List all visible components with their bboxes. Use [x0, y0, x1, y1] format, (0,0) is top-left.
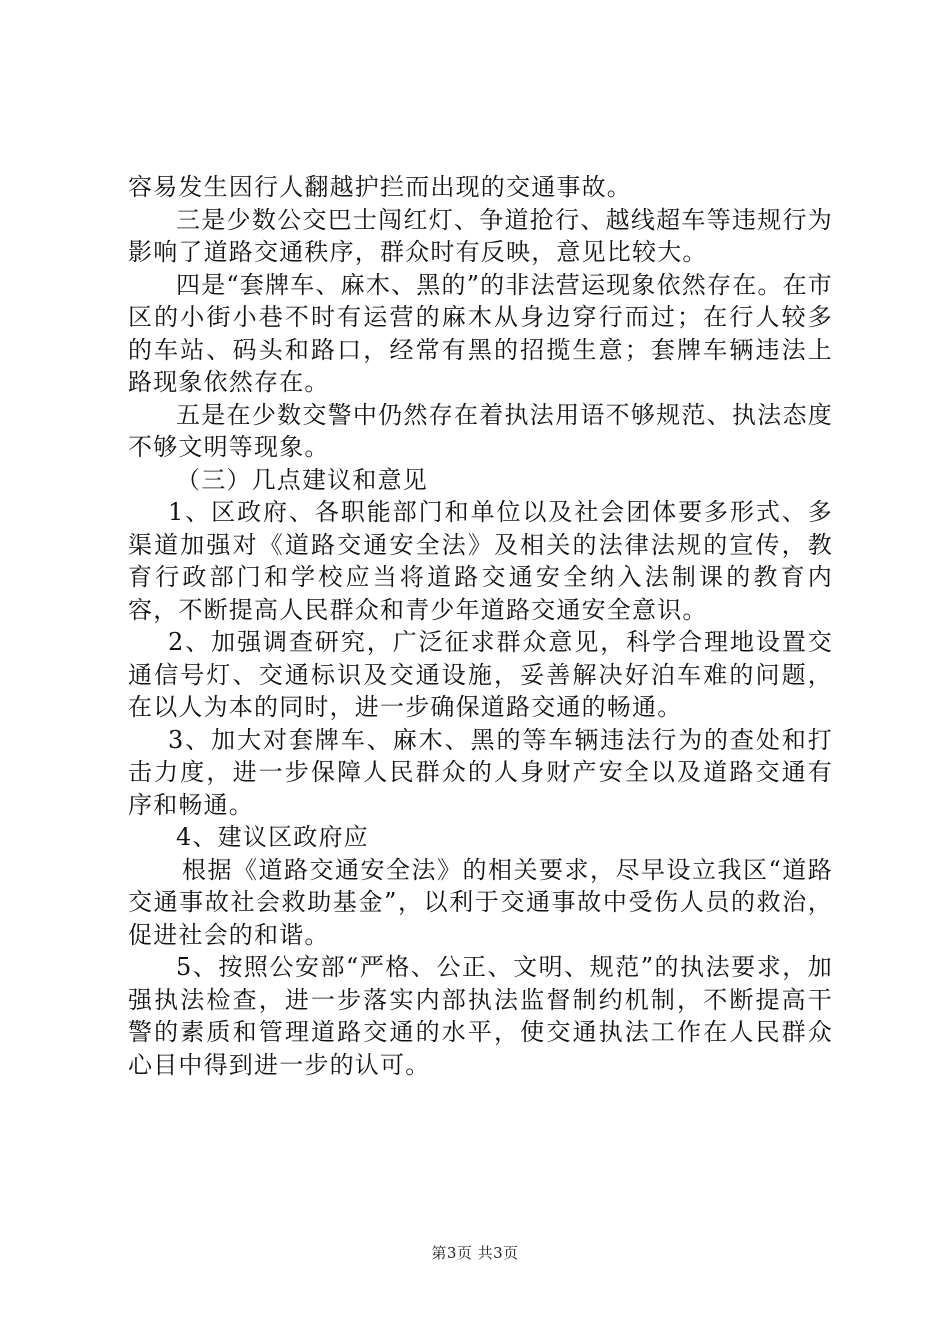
document-body [128, 171, 833, 1081]
paragraph-10: 5、按照公安部“严格、公正、文明、规范”的执法要求，加强执法检查，进一步落实内部执法监督制约机制，不断提高干警的素质和管理道路交通的水平，使交通执法工作在人民群众心目中得到进一步的认可。 [128, 953, 833, 1079]
paragraph-2: 三是少数公交巴士闯红灯、争道抢行、越线超车等违规行为影响了道路交通秩序，群众时有反映，意见比较大。 [128, 205, 833, 266]
paragraph-4: 五是在少数交警中仍然存在着执法用语不够规范、执法态度不够文明等现象。 [128, 400, 833, 461]
paragraph-1: 容易发生因行人翻越护拦而出现的交通事故。 [128, 173, 632, 201]
paragraph-7: 3、加大对套牌车、麻木、黑的等车辆违法行为的查处和打击力度，进一步保障人民群众的人身财产安全以及道路交通有序和畅通。 [128, 725, 833, 819]
paragraph-5: 1、区政府、各职能部门和单位以及社会团体要多形式、多渠道加强对《道路交通安全法》及相关的法律法规的宣传，教育行政部门和学校应当将道路交通安全纳入法制课的教育内容，不断提高人民群众和青少年道路交通安全意识。 [128, 498, 833, 624]
page-number-footer: 第3页 共3页 [431, 1244, 519, 1262]
paragraph-8: 4、建议区政府应 [176, 823, 369, 851]
paragraph-6: 2、加强调查研究，广泛征求群众意见，科学合理地设置交通信号灯、交通标识及交通设施，妥善解决好泊车难的问题，在以人为本的同时，进一步确保道路交通的畅通。 [128, 628, 833, 721]
section-heading: （三）几点建议和意见 [176, 465, 428, 494]
paragraph-3: 四是“套牌车、麻木、黑的”的非法营运现象依然存在。在市区的小街小巷不时有运营的麻木从身边穿行而过；在行人较多的车站、码头和路口，经常有黑的招揽生意；套牌车辆违法上路现象依然存在。 [128, 270, 833, 396]
paragraph-9: 根据《道路交通安全法》的相关要求，尽早设立我区“道路交通事故社会救助基金”，以利于交通事故中受伤人员的救治，促进社会的和谐。 [128, 855, 833, 949]
